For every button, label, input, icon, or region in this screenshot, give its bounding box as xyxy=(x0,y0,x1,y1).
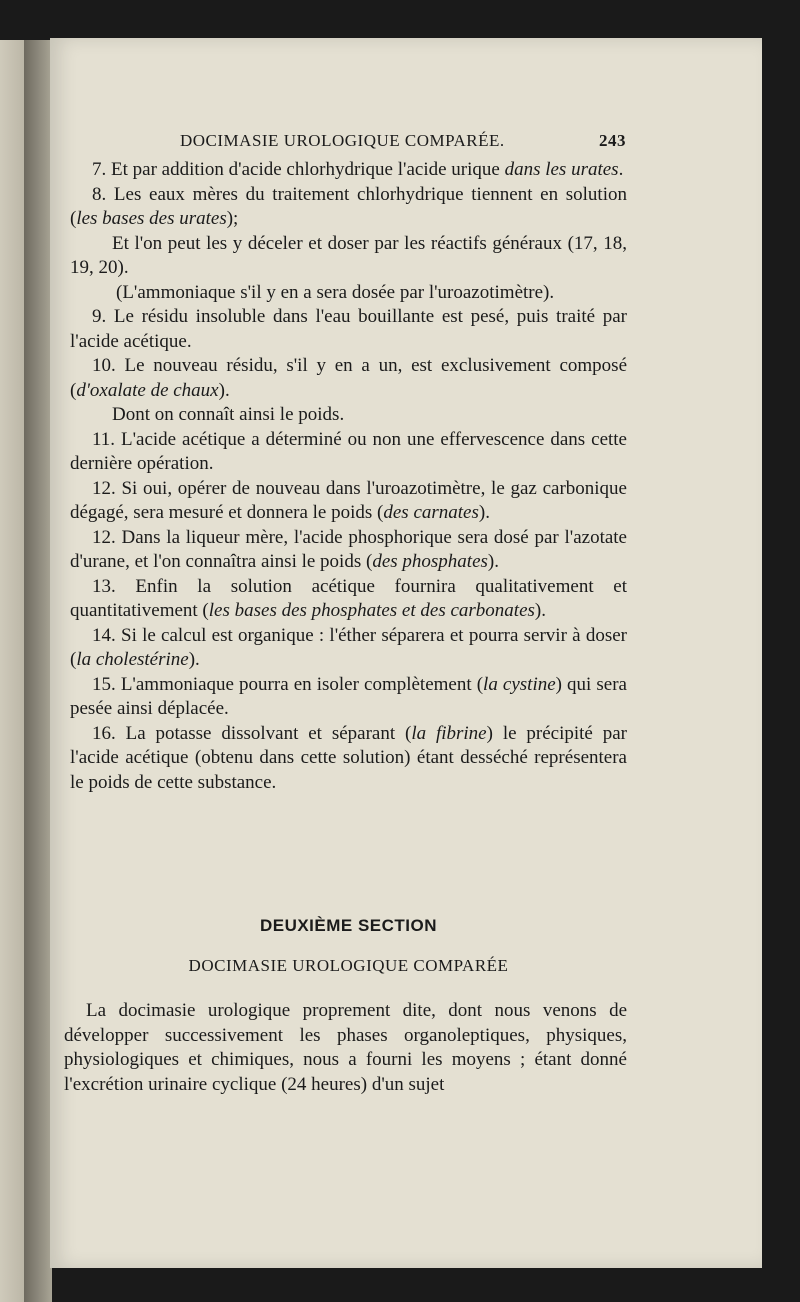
paragraph-9: 9. Le résidu insoluble dans l'eau bouillante est pesé, puis traité par l'acide acétique. xyxy=(70,306,627,352)
closing-paragraph: La docimasie urologique proprement dite, dont nous venons de développer successivement les phases organoleptiques, physiques, physiologiques et chimiques, nous a fourni les moyens ; étant donné l'excrétion urinaire cyclique (24 heures) d'un sujet xyxy=(64,1000,627,1095)
book-page xyxy=(50,38,762,1268)
closing-text xyxy=(64,999,627,1097)
paragraph-14: 14. Si le calcul est organique : l'éther séparera et pourra servir à doser (la cholestérine). xyxy=(70,624,627,670)
page-number: 243 xyxy=(599,131,626,150)
body-text xyxy=(70,158,627,795)
section-subtitle: DOCIMASIE UROLOGIQUE COMPARÉE xyxy=(188,956,509,975)
paragraph-7: 7. Et par addition d'acide chlorhydrique l'acide urique dans les urates. xyxy=(92,159,624,180)
paragraph-10: 10. Le nouveau résidu, s'il y en a un, est exclusivement composé (d'oxalate de chaux). xyxy=(70,355,627,401)
paragraph-13: 13. Enfin la solution acétique fournira qualitativement et quantitativement (les bases des phosphates et des carbonates). xyxy=(70,575,627,621)
book-gutter xyxy=(24,40,52,1302)
paragraph-11: 11. L'acide acétique a déterminé ou non une effervescence dans cette dernière opération. xyxy=(70,428,627,474)
section-title: DEUXIÈME SECTION xyxy=(259,916,438,935)
running-title: DOCIMASIE UROLOGIQUE COMPARÉE. xyxy=(180,131,505,150)
paragraph-weight: Dont on connaît ainsi le poids. xyxy=(112,404,345,425)
paragraph-15: 15. L'ammoniaque pourra en isoler complètement (la cystine) qui sera pesée ainsi déplacée. xyxy=(70,673,627,719)
paragraph-16: 16. La potasse dissolvant et séparant (la fibrine) le précipité par l'acide acétique (obtenu dans cette solution) étant desséché représentera le poids de cette substance. xyxy=(70,722,627,793)
paragraph-8: 8. Les eaux mères du traitement chlorhydrique tiennent en solution (les bases des urates); xyxy=(70,183,627,229)
paragraph-reagents: Et l'on peut les y déceler et doser par les réactifs généraux (17, 18, 19, 20). xyxy=(70,232,627,278)
paragraph-ammonia: (L'ammoniaque s'il y en a sera dosée par l'uroazotimètre). xyxy=(116,281,555,303)
paragraph-12a: 12. Si oui, opérer de nouveau dans l'uroazotimètre, le gaz carbonique dégagé, sera mesuré et donnera le poids (des carnates). xyxy=(70,477,627,523)
paragraph-12b: 12. Dans la liqueur mère, l'acide phosphorique sera dosé par l'azotate d'urane, et l'on connaîtra ainsi le poids (des phosphates). xyxy=(70,526,627,572)
